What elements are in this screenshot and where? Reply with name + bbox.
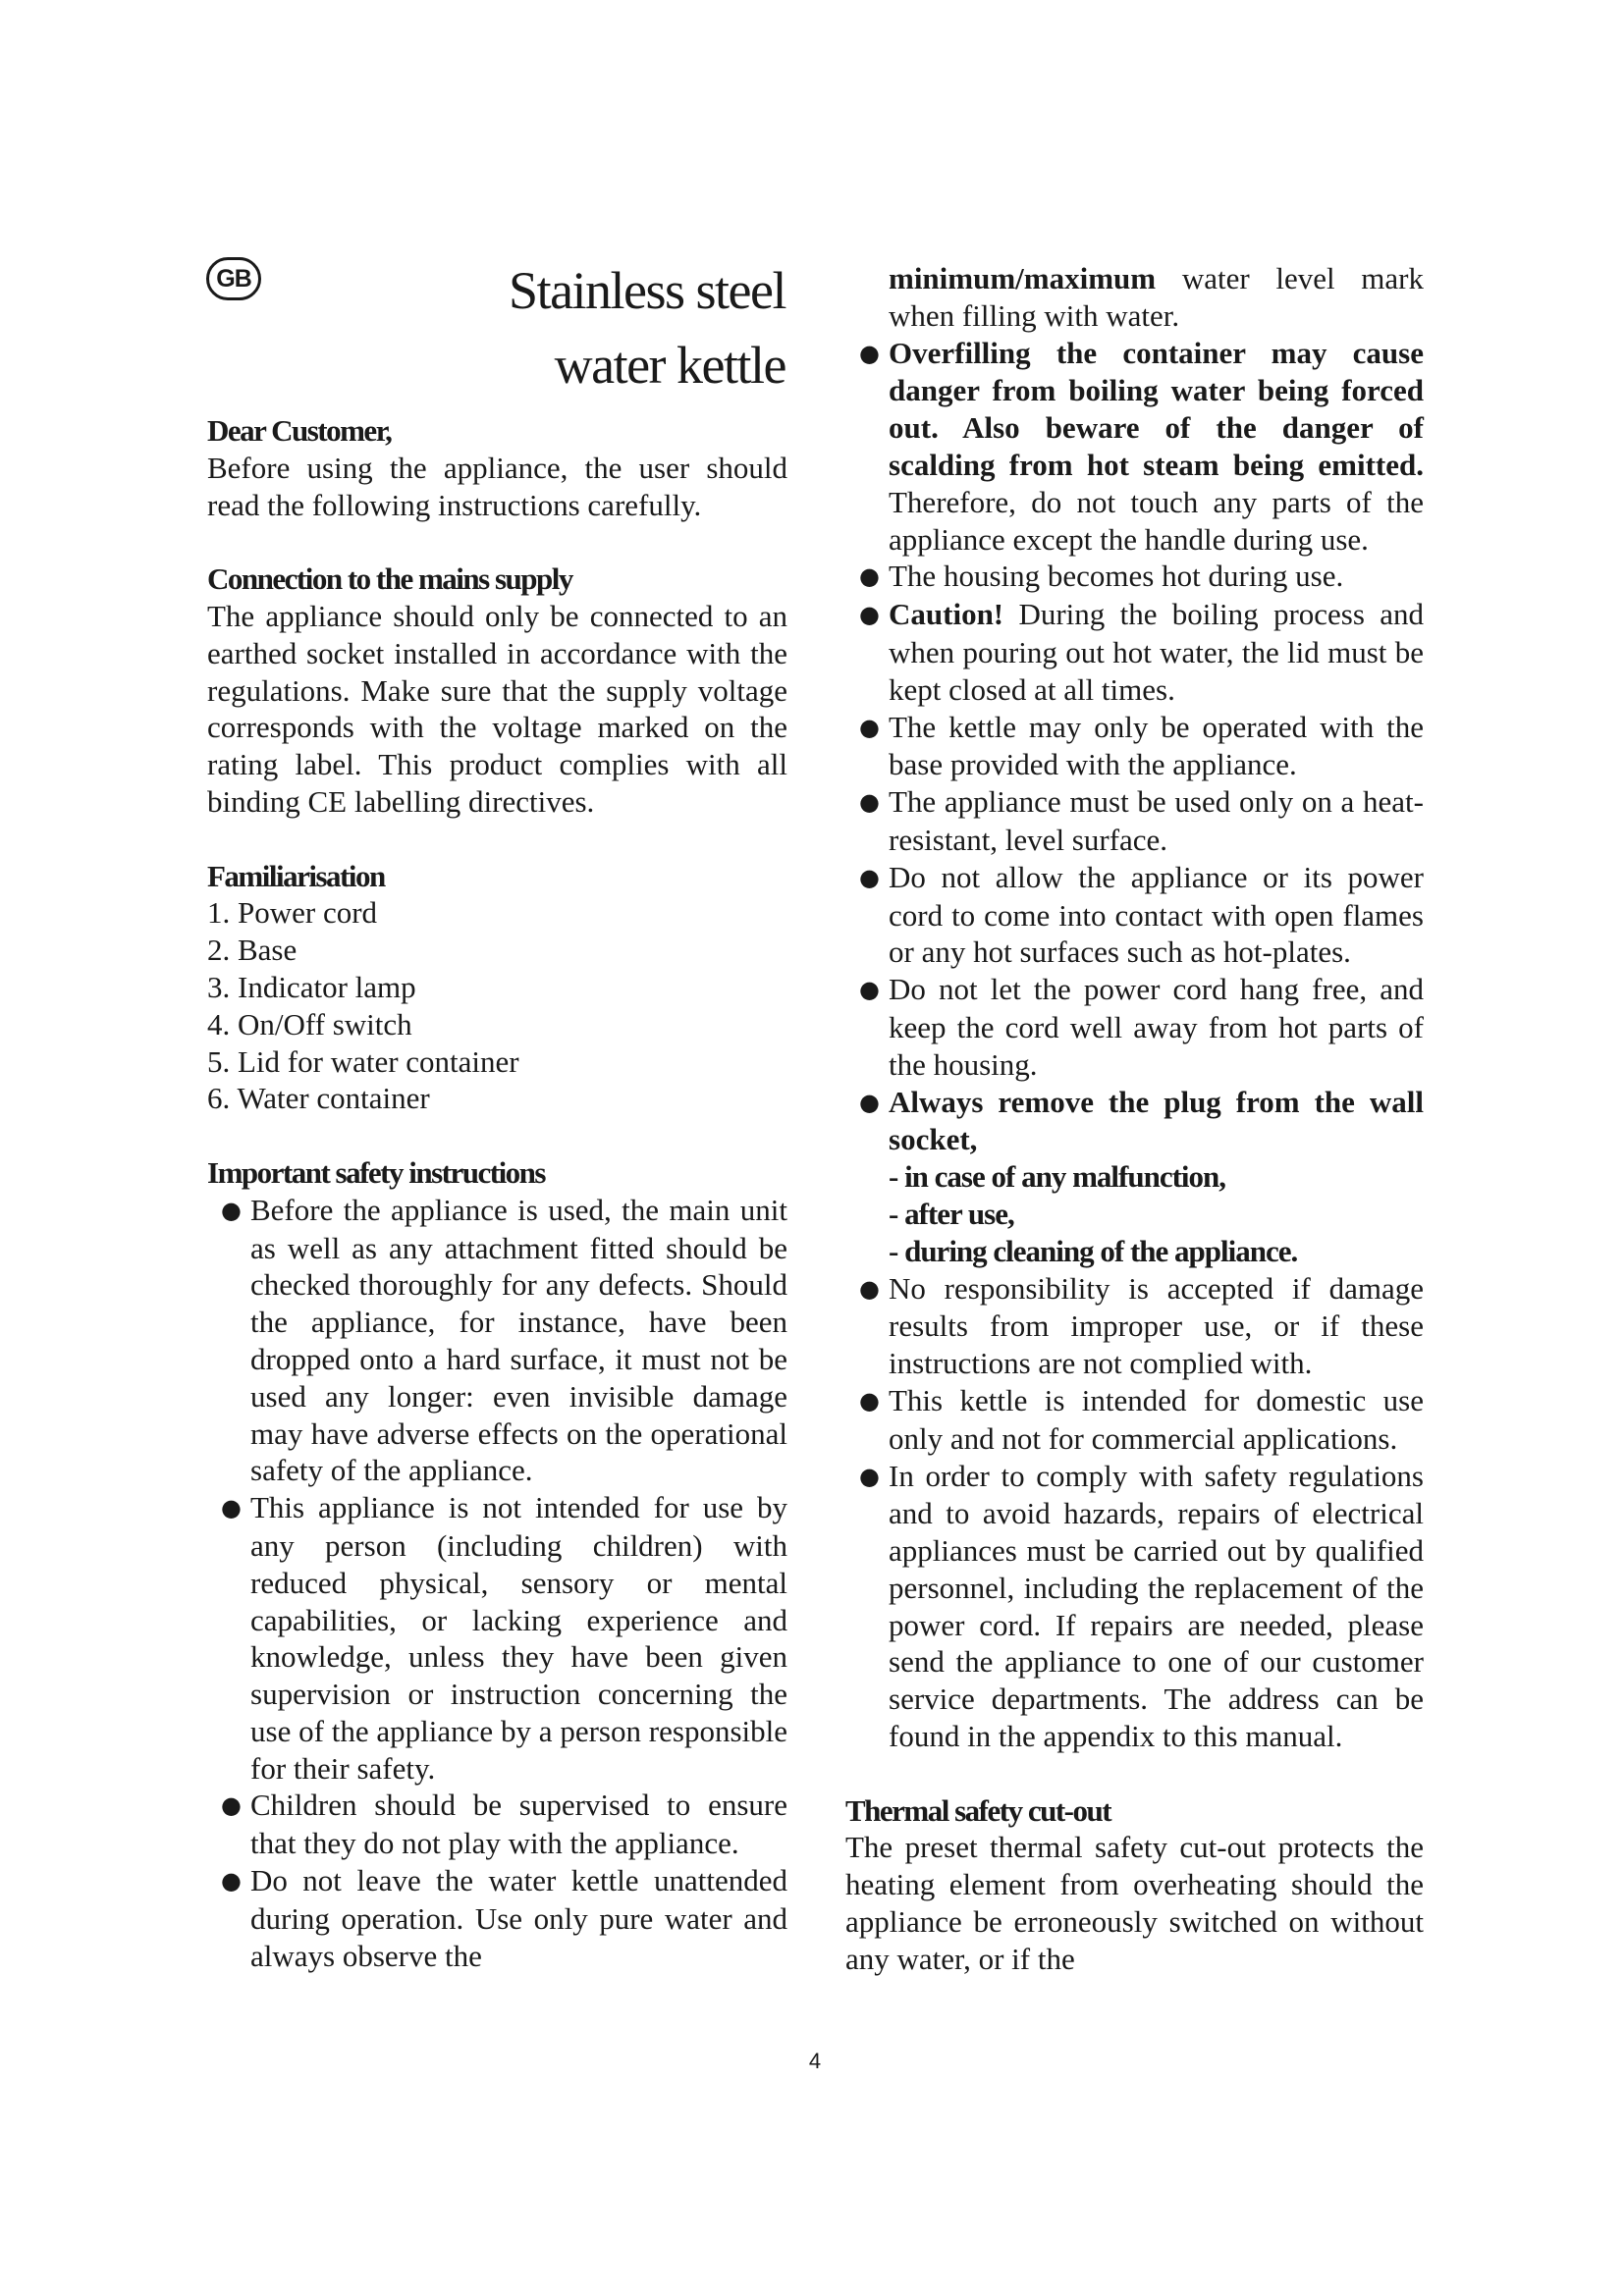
safety-list <box>207 1192 787 1975</box>
list-item: ● Before the appliance is used, the main unit as well as any attachment fitted should be checked thoroughly for any defects. Should the appliance, for instance, have been dropped onto a hard surface, it must not be used any longer: even invisible damage may have adverse effects on the operational safety of the appliance. <box>207 1192 787 1489</box>
list-item: 5. Lid for water container <box>207 1043 519 1079</box>
overfill-text: Therefore, do not touch any parts of the appliance except the handle during use. <box>889 484 1424 557</box>
thermal-text: The preset thermal safety cut-out protects the heating element from overheating should the appliance be erroneously switched on without any water, or if the <box>845 1830 1424 1976</box>
list-item: ● The kettle may only be operated with the base provided with the appliance. <box>845 709 1424 784</box>
list-item <box>845 335 1424 559</box>
title-line-2: water kettle <box>554 336 785 395</box>
list-item: ● No responsibility is accepted if damage results from improper use, or if these instructions are not complied with. <box>845 1270 1424 1382</box>
list-item: ● In order to comply with safety regulations and to avoid hazards, repairs of electrical appliances must be carried out by qualified personnel, including the replacement of the power cord. If repairs are needed, please send the appliance to one of our customer service departments. The address can be found in the appendix to this manual. <box>845 1458 1424 1755</box>
list-item <box>845 596 1424 708</box>
page-number: 4 <box>808 2049 822 2073</box>
list-item: 1. Power cord <box>207 895 378 931</box>
familiarisation-heading: Familiarisation <box>207 858 385 893</box>
safety-list-continued <box>845 335 1424 1755</box>
list-item <box>845 1084 1424 1270</box>
caution-label: Caution! <box>889 597 1004 632</box>
title-line-1: Stainless steel <box>509 261 785 320</box>
list-item: 3. Indicator lamp <box>207 969 416 1004</box>
minmax-bold: minimum/maximum <box>889 261 1157 295</box>
country-badge: GB <box>206 257 261 300</box>
overfill-warning: Overfilling the container may cause danger from boiling water being forced out. Also beware of the danger of scalding from hot steam being emitted. <box>889 335 1424 482</box>
list-item: ● Do not let the power cord hang free, and keep the cord well away from hot parts of the housing. <box>845 971 1424 1083</box>
list-item: ● This appliance is not intended for use by any person (including children) with reduced physical, sensory or mental capabilities, or lacking experience and knowledge, unless they have been given supervision or instruction concerning the use of the appliance by a person responsible for their safety. <box>207 1489 787 1787</box>
list-item: ● Do not allow the appliance or its power cord to come into contact with open flames or any hot surfaces such as hot-plates. <box>845 859 1424 971</box>
list-item: ● This kettle is intended for domestic use only and not for commercial applications. <box>845 1382 1424 1458</box>
list-item: ● The appliance must be used only on a heat-resistant, level surface. <box>845 783 1424 859</box>
plug-case: - in case of any malfunction, <box>889 1159 1225 1195</box>
connection-heading: Connection to the mains supply <box>207 561 572 597</box>
parts-list <box>207 894 787 1117</box>
caution-text: During the boiling process and when pouring out hot water, the lid must be kept closed at all times. <box>889 597 1424 707</box>
list-item: ● Do not leave the water kettle unattended during operation. Use only pure water and always observe the <box>207 1862 787 1974</box>
list-item: ● The housing becomes hot during use. <box>845 558 1424 596</box>
list-item: 6. Water container <box>207 1081 430 1116</box>
right-column <box>845 260 1424 1978</box>
page-title <box>344 253 785 402</box>
plug-case: - after use, <box>889 1196 1014 1231</box>
thermal-heading: Thermal safety cut-out <box>845 1792 1111 1828</box>
connection-text: The appliance should only be connected to an earthed socket installed in accordance with the regulations. Make sure that the supply voltage corresponds with the voltage marked on the rating label. This product complies with all binding CE labelling directives. <box>207 598 787 819</box>
list-item: 2. Base <box>207 933 298 968</box>
continued-text <box>845 260 1424 335</box>
list-item: 4. On/Off switch <box>207 1006 412 1041</box>
left-column <box>207 412 787 1974</box>
minmax-text: water level mark when filling with water. <box>889 261 1424 333</box>
intro-text: Before using the appliance, the user should read the following instructions carefully. <box>207 450 787 522</box>
greeting: Dear Customer, <box>207 413 392 448</box>
plug-warning: Always remove the plug from the wall socket, <box>889 1084 1424 1157</box>
plug-case: - during cleaning of the appliance. <box>889 1233 1298 1268</box>
list-item: ● Children should be supervised to ensure that they do not play with the appliance. <box>207 1787 787 1862</box>
safety-heading: Important safety instructions <box>207 1154 545 1190</box>
